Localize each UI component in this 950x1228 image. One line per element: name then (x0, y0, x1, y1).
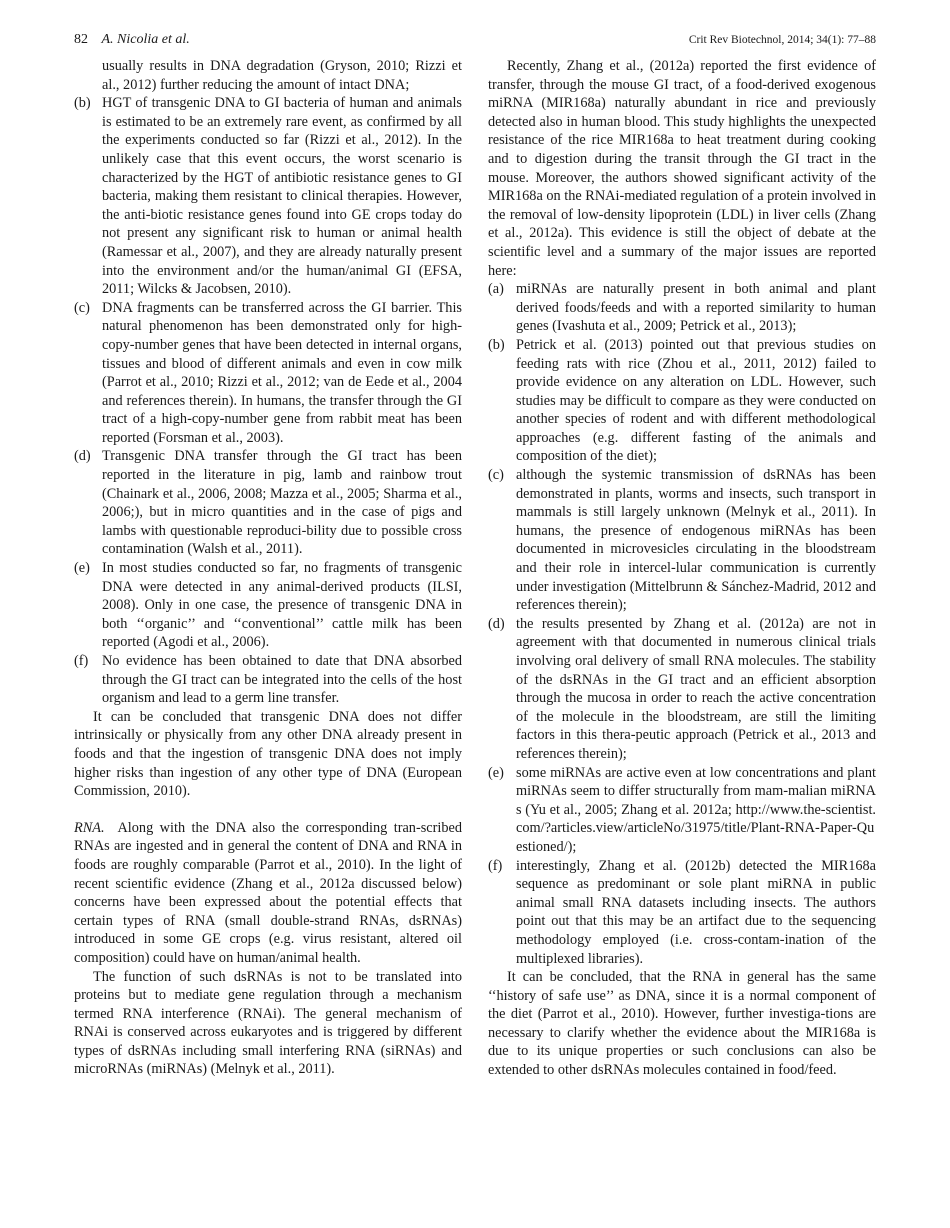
right-column (488, 57, 876, 1080)
continued-item-text: usually results in DNA degradation (Gryson, 2010; Rizzi et al., 2012) further reducing the amount of intact DNA; (102, 58, 462, 93)
list-item-label: (f) (488, 857, 503, 874)
journal-citation: Crit Rev Biotechnol, 2014; 34(1): 77–88 (688, 34, 876, 46)
list-item-label: (e) (74, 560, 90, 577)
section-gap (74, 801, 462, 819)
list-item-text: miRNAs are naturally present in both animal and plant derived foods/feeds and with a reported similarity to human genes (Ivashuta et al., 2009; Petrick et al., 2013); (516, 281, 876, 335)
list-item-e (488, 764, 876, 857)
dsrna-paragraph: The function of such dsRNAs is not to be translated into proteins but to mediate gene regulation through a mechanism termed RNA interference (RNAi). The general mechanism of RNAi is conserved across eukaryotes and is triggered by different types of dsRNAs including small interfering RNA (siRNAs) and microRNAs (miRNAs) (Melnyk et al., 2011). (74, 968, 462, 1078)
list-item-label: (d) (488, 615, 505, 632)
list-item-label: (a) (488, 281, 504, 298)
list-item-f (488, 857, 876, 969)
rna-paragraph (74, 819, 462, 968)
list-item-text: Petrick et al. (2013) pointed out that previous studies on feeding rats with rice (Zhou et al., 2011, 2012) failed to provide evidence on any alteration on LDL. However, such studies may be difficult to compare as they were conducted on another species of rodent and with different methodological approaches (e.g. different fasting of the animals and composition of the diet); (516, 336, 876, 465)
list-item-text: No evidence has been obtained to date that DNA absorbed through the GI tract can be integrated into the cells of the host organism and lead to a germ line transfer. (102, 653, 462, 707)
list-item-c (74, 299, 462, 448)
list-item-text: the results presented by Zhang et al. (2012a) are not in agreement with that documented in numerous clinical trials involving oral delivery of small RNA molecules. The stability of the dsRNAs in the GI tract and an efficient absorption through the mucosa in order to reach the active concentration of the molecule in the bloodstream, are still the limiting factors in this thera-peutic approach (Petrick et al., 2013 and references therein); (516, 615, 876, 762)
list-item-c (488, 466, 876, 615)
list-item-label: (b) (488, 336, 505, 353)
list-item-text: although the systemic transmission of dsRNAs has been demonstrated in plants, worms and insects, such transport in mammals is still largely unknown (Melnyk et al., 2011). In humans, the presence of endogenous miRNAs has been documented in microvesicles circulating in the bloodstream and their role in intercel-lular communication is currently under investigation (Mittelbrunn & Sánchez-Madrid, 2012 and references therein); (516, 467, 876, 614)
list-item-e (74, 559, 462, 652)
list-item-text: HGT of transgenic DNA to GI bacteria of human and animals is estimated to be an extremely rare event, as confirmed by all the experiments conducted so far (Rizzi et al., 2012). In the unlikely case that this event occurs, the worst scenario is characterized by the HGT of antibiotic resistance genes to GI bacteria, making them resistant to clinical therapies. However, the anti-biotic resistance genes found into GE crops today do not present any significant risk to human or animal health (Ramessar et al., 2007), and they are already naturally present into the environment and/or the human/animal GI (EFSA, 2011; Wilcks & Jacobsen, 2010). (102, 95, 462, 298)
list-item-f (74, 652, 462, 708)
list-item-b (74, 94, 462, 299)
running-header (74, 30, 876, 50)
list-item-a (488, 280, 876, 336)
page-number: 82 (74, 32, 88, 47)
list-item-label: (e) (488, 764, 504, 781)
rna-heading: RNA. (74, 819, 105, 836)
list-item-text: some miRNAs are active even at low concentrations and plant miRNAs seem to differ structurally from mam-malian miRNAs (Yu et al., 2005; Zhang et al. 2012a; http://www.the-scientist.com/?articles.view/articleNo/31975/title/Plant-RNA-Paper-Questioned/); (516, 764, 876, 855)
list-item-b (488, 336, 876, 466)
dna-conclusion-paragraph: It can be concluded that transgenic DNA does not differ intrinsically or physically from any other DNA already present in foods and that the ingestion of transgenic DNA does not imply higher risks than ingestion of any other type of DNA (European Commission, 2010). (74, 708, 462, 800)
rna-paragraph-text: Along with the DNA also the corresponding tran-scribed RNAs are ingested and in general the content of DNA and RNA in foods are roughly comparable (Parrot et al., 2010). In the light of recent scientific evidence (Zhang et al., 2012a discussed below) concerns have been expressed about the potential effects that certain types of RNA (small double-strand RNAs, dsRNAs) introduced in some GE crops (e.g. virus resistant, altered oil composition) could have on human/animal health. (74, 819, 462, 966)
list-item-text: In most studies conducted so far, no fragments of transgenic DNA were detected in any animal-derived products (ILSI, 2008). Only in one case, the presence of transgenic DNA in both ‘‘organic’’ and ‘‘conventional’’ cattle milk has been reported (Agodi et al., 2006). (102, 560, 462, 651)
list-item-label: (c) (74, 299, 90, 316)
mir168a-intro-paragraph: Recently, Zhang et al., (2012a) reported the first evidence of transfer, through the mouse GI tract, of a food-derived exogenous miRNA (MIR168a) naturally abundant in rice and previously detected also in human blood. This study highlights the unexpected resistance of the rice MIR168a to heat treatment during cooking and to digestion during the transit through the GI tract in the mouse. Moreover, the authors showed significant activity of the MIR168a on the RNAi-mediated regulation of a protein involved in the removal of low-density lipoprotein (LDL) in liver cells (Zhang et al., 2012a). This evidence is still the object of debate at the scientific level and a summary of the major issues are reported here: (488, 58, 876, 279)
list-item-text: interestingly, Zhang et al. (2012b) detected the MIR168a sequence as predominant or sole plant miRNA in public animal small RNA datasets including insects. The authors point out that this may be an artifact due to the sequencing methodology employed (i.e. cross-contam-ination of the multiplexed libraries). (516, 857, 876, 967)
list-item-d (74, 447, 462, 559)
rna-conclusion-paragraph: It can be concluded, that the RNA in general has the same ‘‘history of safe use’’ as DNA, since it is a normal component of the diet (Parrot et al., 2010). However, further investiga-tions are necessary to clarify whether the evidence about the MIR168a is due to its unique properties or such conclusions can also be extended to other dsRNAs molecules contained in food/feed. (488, 969, 876, 1079)
list-item-text: Transgenic DNA transfer through the GI tract has been reported in the literature in pig, lamb and rainbow trout (Chainark et al., 2006, 2008; Mazza et al., 2005; Sharma et al., 2006;), but in micro quantities and in the case of pigs and lambs with questionable reproduci-bility due to possible cross contamination (Walsh et al., 2011). (102, 448, 462, 558)
list-item-label: (d) (74, 448, 91, 465)
list-item-label: (c) (488, 467, 504, 484)
list-item-label: (b) (74, 95, 91, 112)
list-item-d (488, 615, 876, 764)
running-authors: A. Nicolia et al. (101, 32, 190, 47)
list-item-label: (f) (74, 653, 89, 669)
left-column (74, 57, 462, 1079)
list-item-text: DNA fragments can be transferred across the GI barrier. This natural phenomenon has been demonstrated only for high-copy-number genes that have been detected in internal organs, tissues and blood of different animals and even in cow milk (Parrot et al., 2010; Rizzi et al., 2012; van de Eede et al., 2004 and references therein). In humans, the transfer through the GI tract of a high-copy-number gene from rabbit meat has been reported (Forsman et al., 2003). (102, 299, 462, 446)
